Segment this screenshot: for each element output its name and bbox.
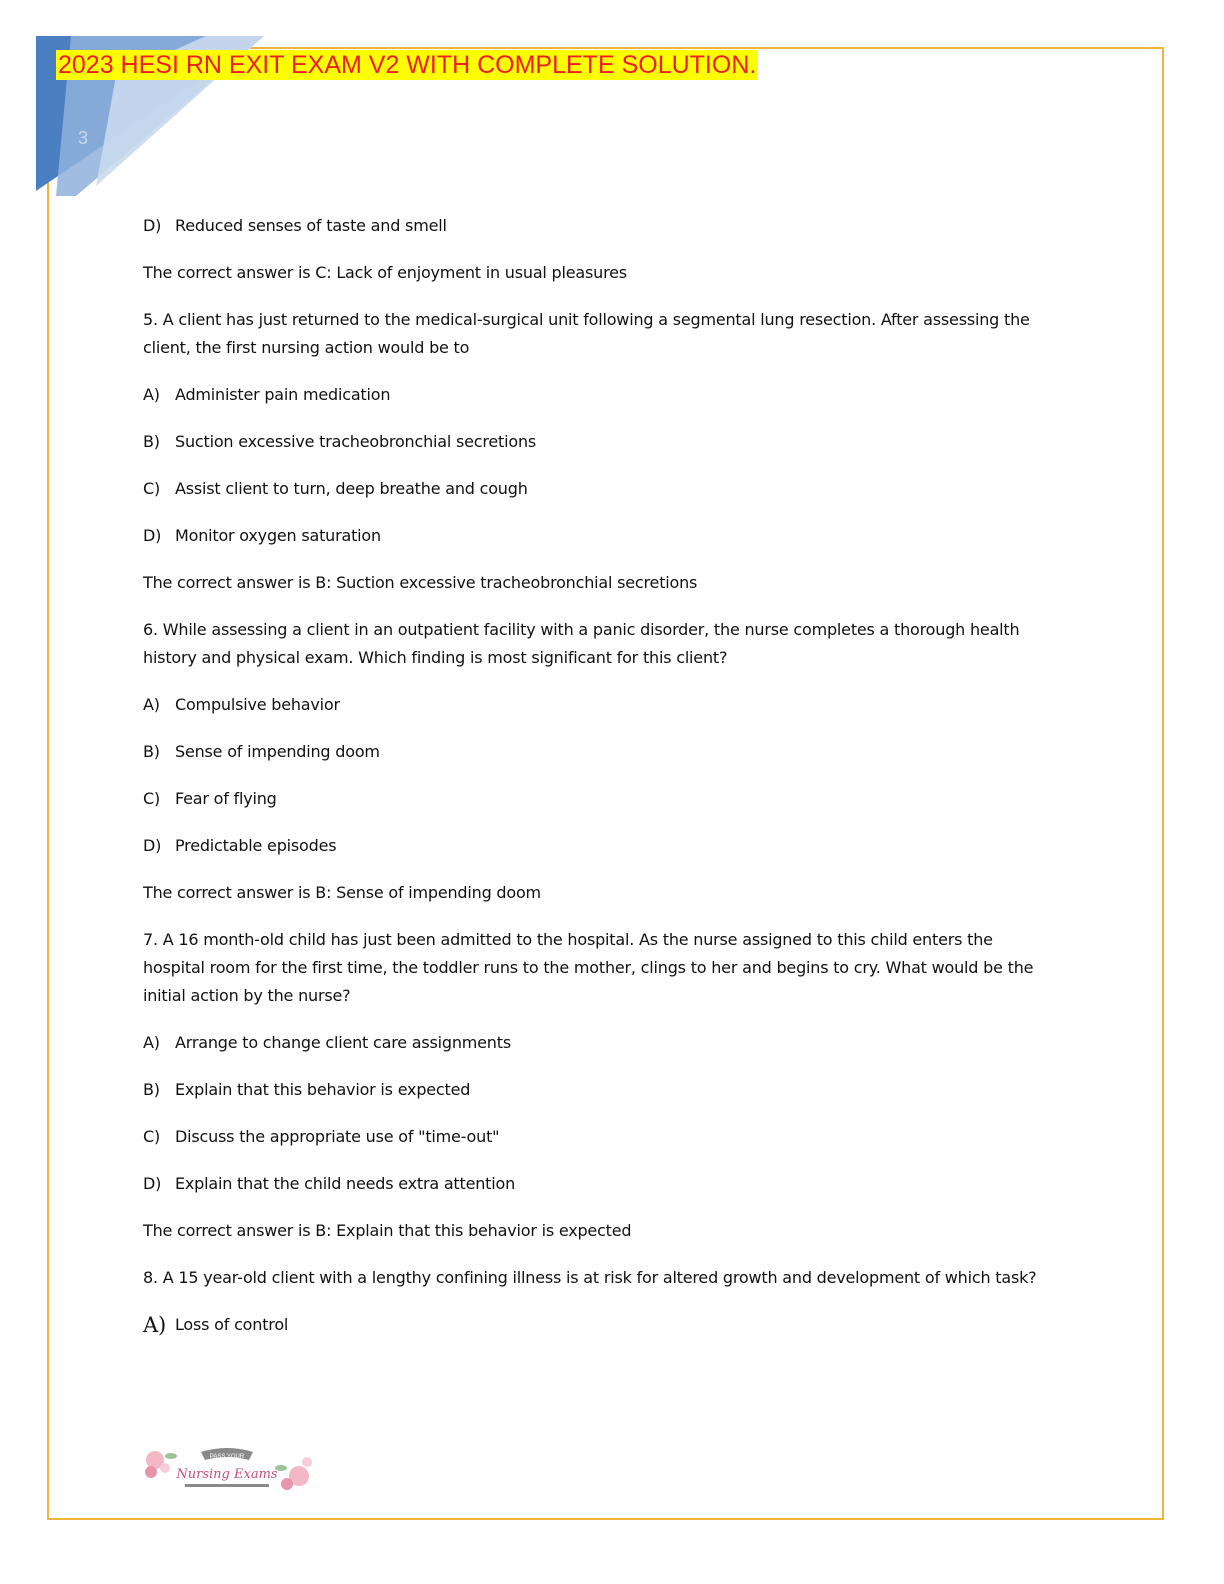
- correct-answer-text: The correct answer is B: Suction excessive tracheobronchial secretions: [143, 573, 698, 592]
- option-text: Loss of control: [175, 1315, 289, 1334]
- option-text: Assist client to turn, deep breathe and cough: [175, 479, 528, 498]
- option-text: Administer pain medication: [175, 385, 391, 404]
- answer-option: [143, 1170, 1043, 1198]
- answer-option: [143, 691, 1043, 719]
- answer-option: [143, 212, 1043, 240]
- option-text: Fear of flying: [175, 789, 277, 808]
- option-letter: C): [143, 789, 161, 808]
- answer-option: [143, 1076, 1043, 1104]
- option-letter: D): [143, 836, 162, 855]
- option-letter: D): [143, 216, 162, 235]
- answer-option: [143, 1311, 1043, 1339]
- option-text: Monitor oxygen saturation: [175, 526, 381, 545]
- answer-option: [143, 1029, 1043, 1057]
- question-text: 7. A 16 month-old child has just been admitted to the hospital. As the nurse assigned to this child enters the hospital room for the first time, the toddler runs to the mother, clings to her and begins to cry. What would be the initial action by the nurse?: [143, 930, 1034, 1005]
- answer-option: [143, 785, 1043, 813]
- question-text: 8. A 15 year-old client with a lengthy confining illness is at risk for altered growth and development of which task?: [143, 1268, 1037, 1287]
- document-title: 2023 HESI RN EXIT EXAM V2 WITH COMPLETE SOLUTION.: [58, 51, 757, 79]
- question-content: [143, 212, 1043, 1358]
- option-letter: B): [143, 1080, 160, 1099]
- correct-answer-text: The correct answer is B: Explain that this behavior is expected: [143, 1221, 632, 1240]
- option-letter: C): [143, 1127, 161, 1146]
- pass-your-nursing-exams-logo: [141, 1446, 313, 1494]
- answer-option: [143, 738, 1043, 766]
- option-text: Reduced senses of taste and smell: [175, 216, 447, 235]
- option-text: Explain that this behavior is expected: [175, 1080, 471, 1099]
- answer-option: [143, 522, 1043, 550]
- answer-option: [143, 1123, 1043, 1151]
- option-text: Predictable episodes: [175, 836, 337, 855]
- correct-answer-text: The correct answer is C: Lack of enjoyment in usual pleasures: [143, 263, 627, 282]
- option-letter: A): [143, 1313, 166, 1337]
- option-letter: B): [143, 742, 160, 761]
- page-number: 3: [78, 128, 89, 148]
- option-letter: A): [143, 695, 160, 714]
- option-letter: C): [143, 479, 161, 498]
- option-letter: A): [143, 1033, 160, 1052]
- option-letter: B): [143, 432, 160, 451]
- option-text: Discuss the appropriate use of "time-out": [175, 1127, 500, 1146]
- logo-text-main: Nursing Exams: [176, 1467, 278, 1482]
- question-text: 5. A client has just returned to the medical-surgical unit following a segmental lung resection. After assessing the client, the first nursing action would be to: [143, 310, 1030, 357]
- option-letter: A): [143, 385, 160, 404]
- question-text: 6. While assessing a client in an outpatient facility with a panic disorder, the nurse completes a thorough health history and physical exam. Which finding is most significant for this client?: [143, 620, 1020, 667]
- answer-option: [143, 428, 1043, 456]
- option-text: Suction excessive tracheobronchial secretions: [175, 432, 537, 451]
- option-letter: D): [143, 526, 162, 545]
- answer-option: [143, 475, 1043, 503]
- option-letter: D): [143, 1174, 162, 1193]
- answer-option: [143, 381, 1043, 409]
- correct-answer-text: The correct answer is B: Sense of impending doom: [143, 883, 541, 902]
- answer-option: [143, 832, 1043, 860]
- logo-text-top: PASS YOUR: [209, 1454, 245, 1460]
- option-text: Compulsive behavior: [175, 695, 340, 714]
- option-text: Explain that the child needs extra attention: [175, 1174, 516, 1193]
- option-text: Arrange to change client care assignments: [175, 1033, 511, 1052]
- option-text: Sense of impending doom: [175, 742, 380, 761]
